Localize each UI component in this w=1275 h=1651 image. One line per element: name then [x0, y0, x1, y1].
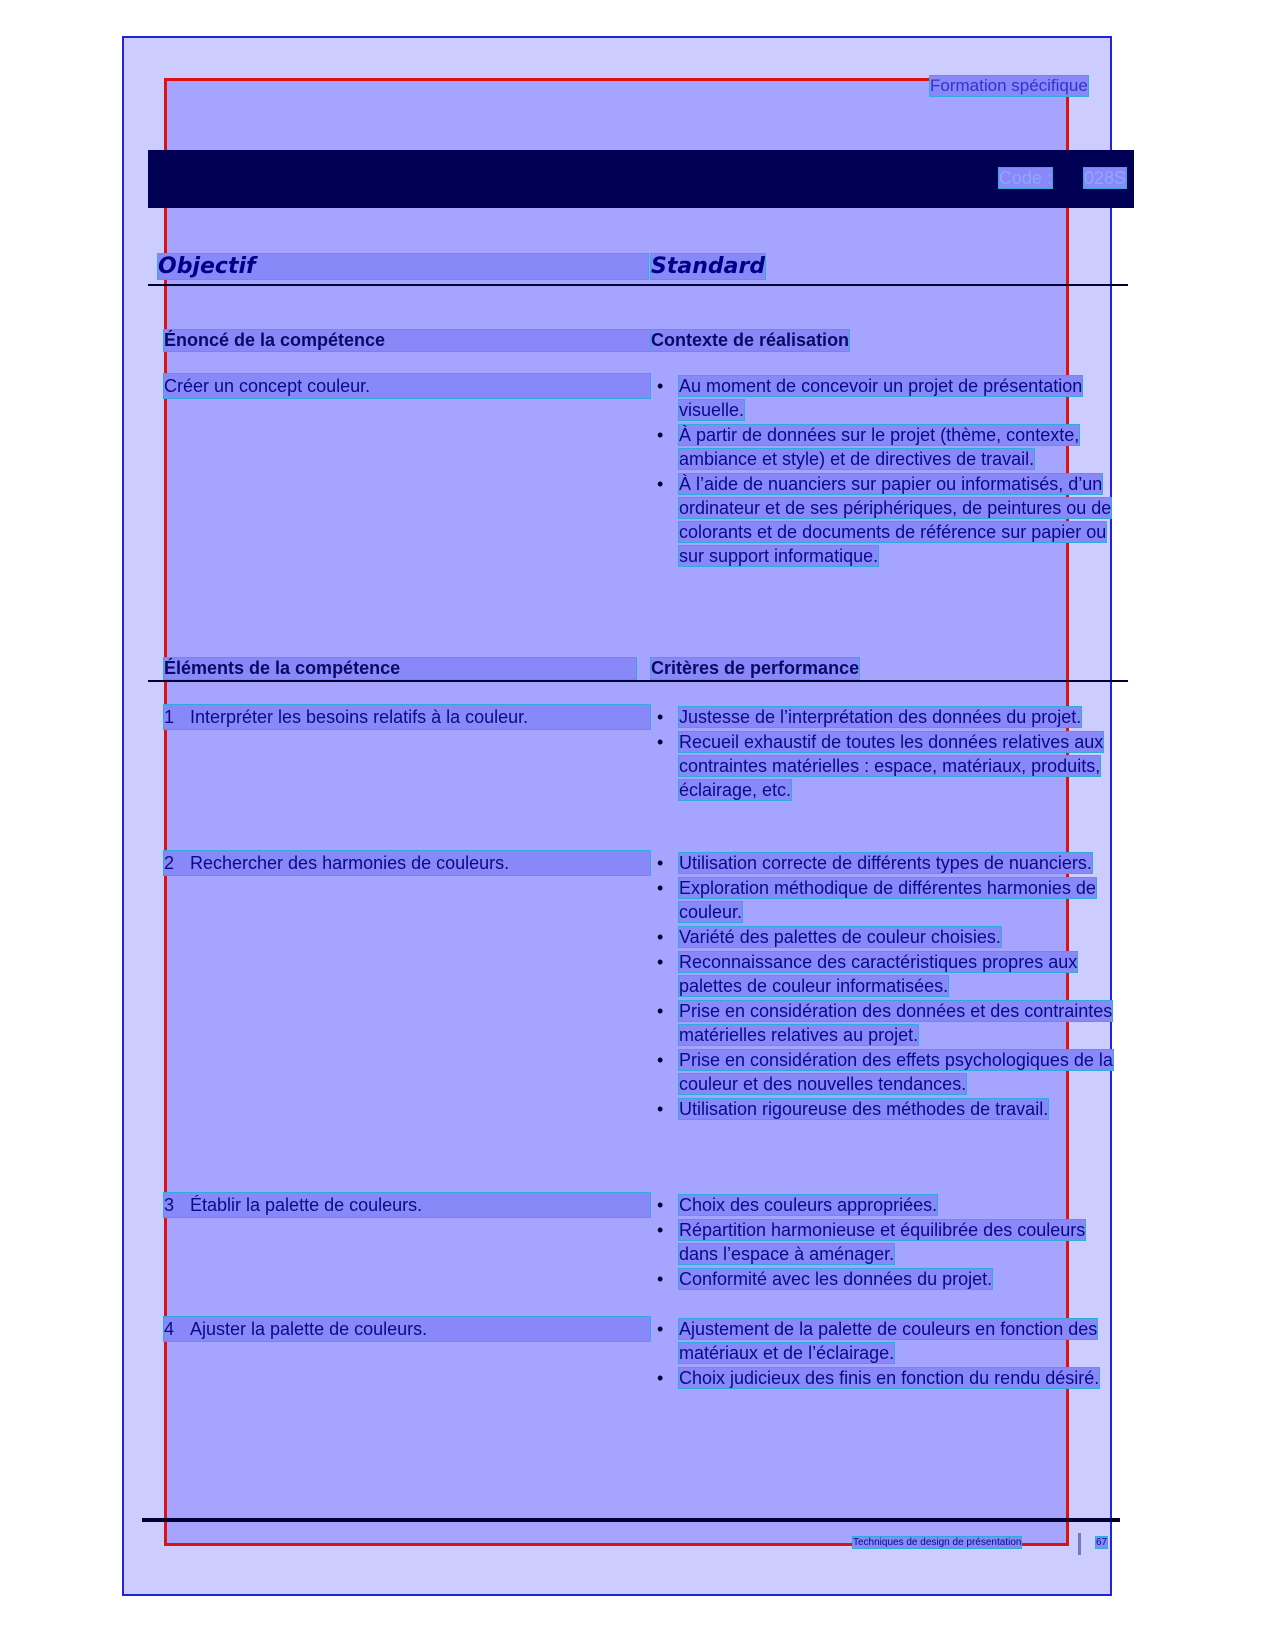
code-text: [999, 168, 1126, 189]
bullet-text: Utilisation correcte de différents types de nuanciers.: [679, 853, 1092, 873]
bullet-text: Recueil exhaustif de toutes les données relatives aux contraintes matérielles : espace, matériaux, produits, éclairage, etc.: [679, 732, 1104, 800]
bullet-item: [657, 876, 1127, 924]
criteria-list-4: [657, 1317, 1127, 1391]
criteria-list-2: [657, 851, 1127, 1122]
bullet-text: Conformité avec les données du projet.: [679, 1269, 993, 1289]
bullet-item: [657, 1218, 1127, 1266]
bullet-text: Variété des palettes de couleur choisies.: [679, 927, 1001, 947]
element-number: 1: [164, 707, 175, 727]
element-1: [164, 705, 650, 729]
context-title: Contexte de réalisation: [651, 330, 850, 350]
element-number: 2: [164, 853, 175, 873]
element-text: Établir la palette de couleurs.: [190, 1195, 423, 1215]
element-number: 4: [164, 1319, 175, 1339]
bullet-item: [657, 1317, 1127, 1365]
program-label: Formation spécifique: [930, 76, 1088, 95]
bullet-text: À partir de données sur le projet (thème, contexte, ambiance et style) et de directives de travail.: [679, 425, 1080, 469]
footer-separator: [1078, 1533, 1081, 1555]
bullet-item: [657, 374, 1127, 422]
criteria-list-3: [657, 1193, 1127, 1292]
element-text: Rechercher des harmonies de couleurs.: [190, 853, 510, 873]
bullet-item: [657, 423, 1127, 471]
footer-title: Techniques de design de présentation: [853, 1537, 1022, 1548]
bullet-item: [657, 1267, 1127, 1291]
bullet-item: [657, 730, 1127, 802]
bullet-item: [657, 705, 1127, 729]
bullet-text: Utilisation rigoureuse des méthodes de travail.: [679, 1099, 1049, 1119]
bullet-item: [657, 851, 1127, 875]
code-label: Code :: [998, 168, 1052, 188]
bullet-text: Prise en considération des données et des contraintes matérielles relatives au projet.: [679, 1001, 1113, 1045]
bullet-text: Justesse de l’interprétation des données du projet.: [679, 707, 1082, 727]
bullet-item: [657, 1366, 1127, 1390]
footer-rule: [142, 1518, 1120, 1522]
elements-title: Éléments de la compétence: [164, 658, 636, 679]
competence-statement: Créer un concept couleur.: [164, 374, 650, 398]
bullet-text: Reconnaissance des caractéristiques propres aux palettes de couleur informatisées.: [679, 952, 1078, 996]
column-heading-standard: Standard: [651, 254, 766, 279]
bullet-item: [657, 999, 1127, 1047]
elements-rule: [148, 680, 1128, 682]
bullet-text: Prise en considération des effets psychologiques de la couleur et des nouvelles tendances.: [679, 1050, 1113, 1094]
element-3: [164, 1193, 650, 1217]
criteria-list-1: [657, 705, 1127, 803]
heading-rule: [148, 284, 1128, 286]
bullet-item: [657, 1193, 1127, 1217]
bullet-item: [657, 950, 1127, 998]
bullet-text: Répartition harmonieuse et équilibrée des couleurs dans l’espace à aménager.: [679, 1220, 1086, 1264]
element-text: Interpréter les besoins relatifs à la couleur.: [190, 707, 529, 727]
column-heading-objective: Objectif: [158, 254, 648, 279]
bullet-text: Choix judicieux des finis en fonction du rendu désiré.: [679, 1368, 1100, 1388]
bullet-text: À l’aide de nuanciers sur papier ou informatisés, d’un ordinateur et de ses périphériques, de peintures ou de colorants et de documents de référence sur papier ou sur support informatique.: [679, 474, 1112, 566]
code-value: 028S: [1083, 168, 1126, 188]
bullet-text: Ajustement de la palette de couleurs en fonction des matériaux et de l’éclairage.: [679, 1319, 1098, 1363]
element-4: [164, 1317, 650, 1341]
element-2: [164, 851, 650, 875]
bullet-text: Au moment de concevoir un projet de présentation visuelle.: [679, 376, 1083, 420]
bullet-item: [657, 1097, 1127, 1121]
competence-statement-title: Énoncé de la compétence: [164, 330, 650, 351]
code-banner: [148, 150, 1134, 208]
element-number: 3: [164, 1195, 175, 1215]
bullet-text: Choix des couleurs appropriées.: [679, 1195, 938, 1215]
bullet-item: [657, 925, 1127, 949]
bullet-item: [657, 1048, 1127, 1096]
footer-page-number: 67: [1096, 1537, 1108, 1548]
criteria-title: Critères de performance: [651, 658, 860, 678]
element-text: Ajuster la palette de couleurs.: [190, 1319, 428, 1339]
bullet-text: Exploration méthodique de différentes harmonies de couleur.: [679, 878, 1096, 922]
bullet-item: [657, 472, 1127, 568]
context-list: [657, 374, 1127, 569]
